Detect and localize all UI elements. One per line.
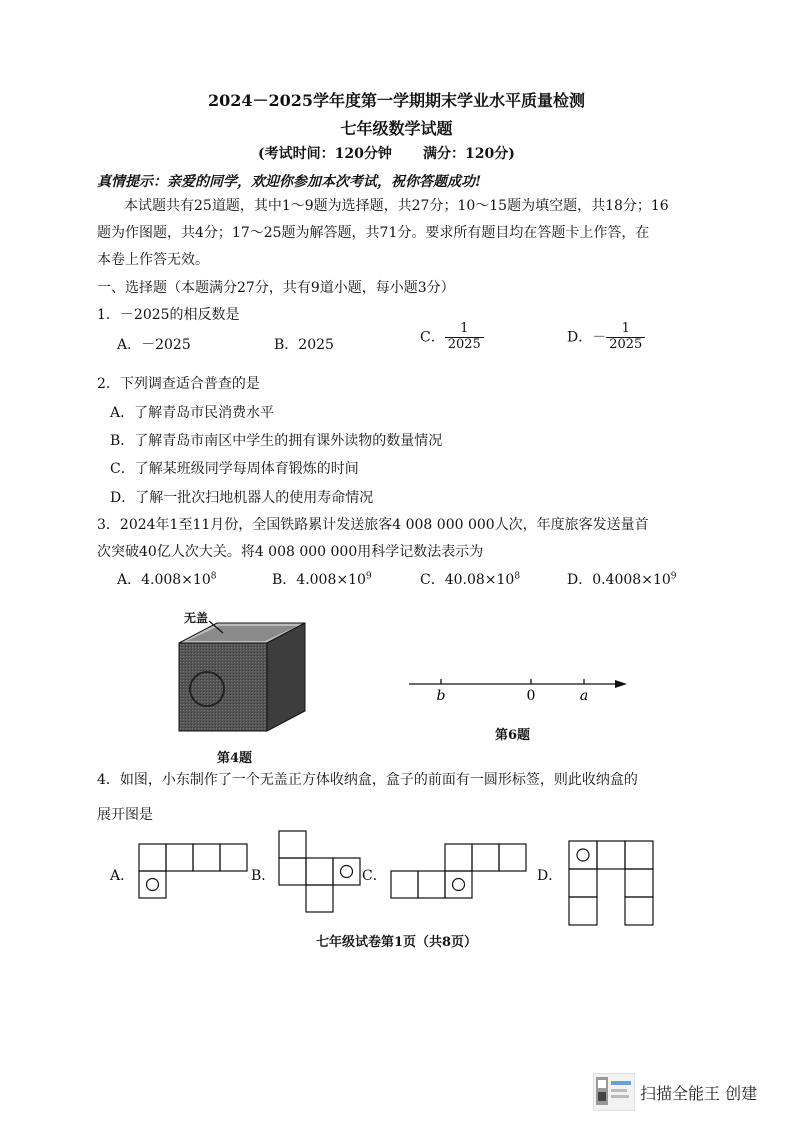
q4-option-c-label: C．	[362, 868, 387, 884]
q1-option-d-fraction	[606, 322, 645, 353]
full-score: 满分：120分)	[423, 146, 515, 162]
q3-option-a-base: A．4.008×10	[117, 572, 211, 588]
q2-option-b: B．了解青岛市南区中学生的拥有课外读物的数量情况	[110, 433, 443, 449]
q2-option-d: D．了解一批次扫地机器人的使用寿命情况	[110, 490, 374, 506]
q1-option-d-label: D．－	[567, 329, 607, 346]
q1-option-c-label: C．	[420, 329, 445, 346]
q1-option-a: A．－2025	[117, 337, 191, 353]
fraction-numerator: 1	[460, 321, 469, 336]
intro-line-1: 本试题共有25道题，其中1～9题为选择题，共27分；10～15题为填空题，共18分；16	[124, 198, 669, 214]
q3-line-1: 3．2024年1至11月份，全国铁路累计发送旅客4 008 000 000人次，年度旅客发送量首	[97, 517, 649, 533]
q3-option-d-base: D．0.4008×10	[567, 572, 671, 588]
label-zero: 0	[526, 688, 536, 704]
q3-option-b	[272, 569, 372, 589]
fraction-numerator: 1	[621, 321, 630, 336]
exam-title: 2024－2025学年度第一学期期末学业水平质量检测	[207, 91, 586, 110]
exam-subtitle: 七年级数学试题	[340, 119, 453, 138]
q4-option-b-label: B．	[251, 868, 276, 884]
fraction-denominator: 2025	[606, 337, 645, 353]
q3-option-c-base: C．40.08×10	[420, 572, 515, 588]
q3-option-b-base: B．4.008×10	[272, 572, 366, 588]
figure-4-caption: 第4题	[217, 751, 253, 766]
intro-line-2: 题为作图题，共4分；17～25题为解答题，共71分。要求所有题目均在答题卡上作答，在	[97, 225, 650, 241]
figure-4-lid-label: 无盖	[184, 611, 209, 625]
q3-option-c	[420, 569, 520, 589]
q2-option-c: C．了解某班级同学每周体育锻炼的时间	[110, 461, 359, 477]
q3-option-d	[567, 569, 677, 589]
intro-line-3: 本卷上作答无效。	[97, 252, 209, 268]
q3-option-b-exponent: 9	[365, 571, 372, 582]
label-b: b	[436, 688, 446, 704]
tip-text: 真情提示：亲爱的同学，欢迎你参加本次考试，祝你答题成功!	[97, 174, 482, 190]
figure-6-number-line	[405, 670, 630, 710]
q1-stem: 1．－2025的相反数是	[97, 307, 240, 323]
watermark-text: 扫描全能王 创建	[640, 1084, 758, 1103]
fraction-denominator: 2025	[445, 337, 484, 353]
q4-line-1: 4．如图，小东制作了一个无盖正方体收纳盒，盒子的前面有一圆形标签，则此收纳盒的	[97, 772, 638, 788]
q4-net-d	[568, 840, 654, 926]
section-heading: 一、选择题（本题满分27分，共有9道小题，每小题3分）	[97, 280, 455, 296]
q1-option-c-fraction	[445, 322, 484, 353]
q3-option-c-exponent: 8	[514, 571, 521, 582]
q1-option-b: B．2025	[274, 337, 334, 353]
camscanner-logo-icon	[593, 1073, 635, 1111]
q3-option-a-exponent: 8	[210, 571, 217, 582]
q4-line-2: 展开图是	[97, 807, 153, 823]
q4-net-c	[390, 843, 530, 899]
number-line-arrow-icon	[615, 680, 627, 688]
q4-option-a-label: A．	[110, 868, 135, 884]
q4-option-d-label: D．	[537, 868, 563, 884]
q4-net-a	[138, 843, 250, 899]
q2-option-a: A．了解青岛市民消费水平	[110, 405, 275, 421]
figure-6-caption: 第6题	[495, 728, 531, 743]
q3-option-d-exponent: 9	[670, 571, 677, 582]
q3-line-2: 次突破40亿人次大关。将4 008 000 000用科学记数法表示为	[97, 544, 484, 560]
q2-stem: 2．下列调查适合普查的是	[97, 376, 260, 392]
q1-option-c	[420, 322, 484, 353]
figure-4-box	[165, 605, 315, 760]
label-a: a	[579, 688, 589, 704]
q3-option-a	[117, 569, 216, 589]
q4-net-b	[278, 830, 362, 914]
page-footer: 七年级试卷第1页（共8页）	[315, 935, 478, 950]
q1-option-d	[567, 322, 645, 353]
exam-time: (考试时间：120分钟	[258, 146, 392, 162]
